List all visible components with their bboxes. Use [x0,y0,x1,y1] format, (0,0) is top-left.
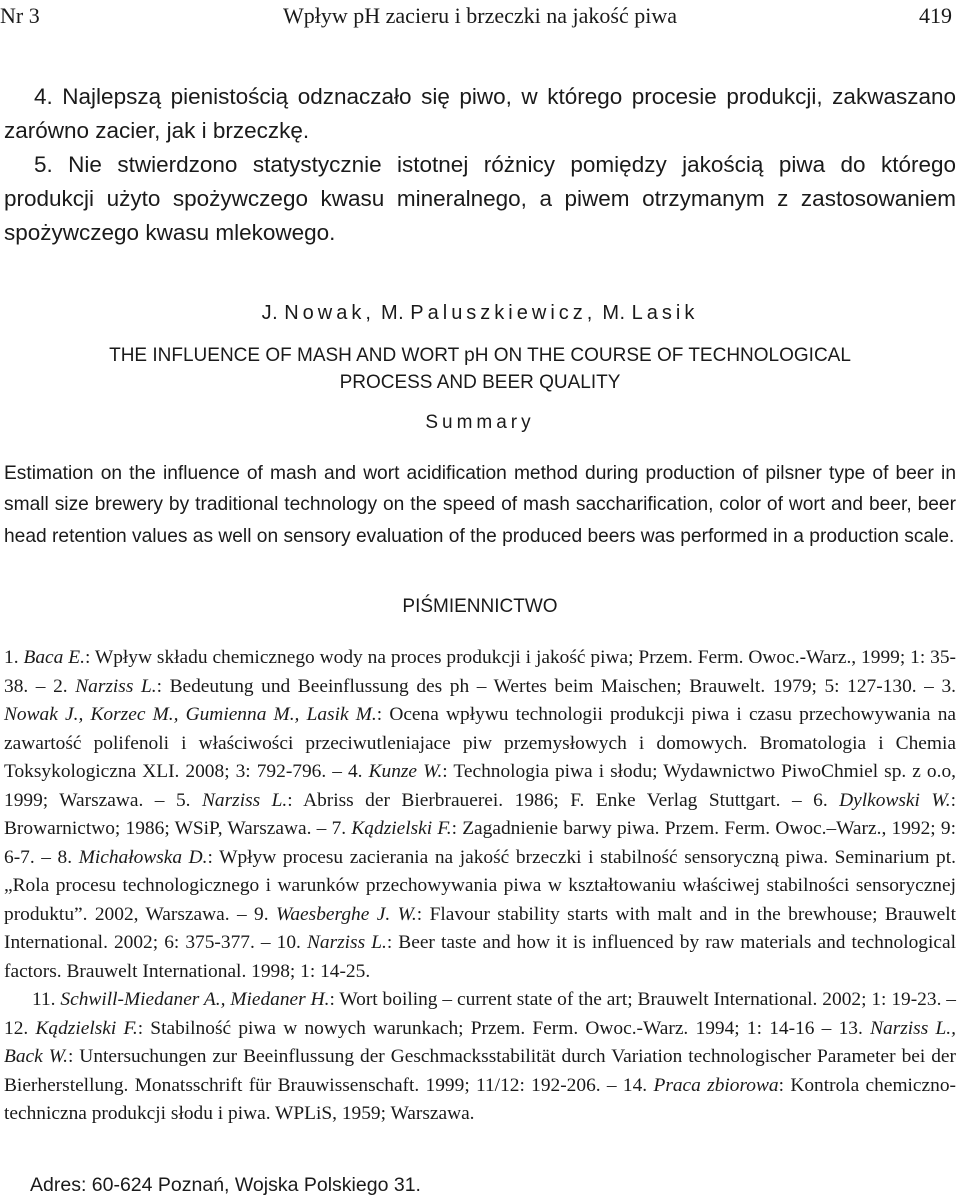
reference-text: : Kontrola chemiczno-techniczna produkcji słodu i piwa. WPLiS, 1959; Warszawa. [4,1074,956,1124]
reference-author: Praca zbiorowa [653,1074,779,1096]
author-3-name: Lasik [631,302,699,324]
author-address: Adres: 60-624 Poznań, Wojska Polskiego 31. [30,1174,421,1196]
reference-text: : Ocena wpływu technologii produkcji piwa i czasu przechowywania na zawartość polifenoli i właściwości przeciwutleniajace piw przemysłowych i domowych. Bromatologia i Chemia Toksykologiczna XLI. 2008; 3: 792-796. – 4. [4,704,957,782]
conclusion-5: 5. Nie stwierdzono statystycznie istotnej różnicy pomiędzy jakością piwa do którego produkcji użyto spożywczego kwasu mineralnego, a piwem otrzymanym z zastosowaniem spożywczego kwasu mlekowego. [4,152,956,245]
english-title [0,342,960,396]
reference-text: : Technologia piwa i słodu; Wydawnictwo PiwoChmiel sp. z o.o, 1999; Warszawa. – 5. [4,761,956,811]
issue-number: Nr 3 [0,3,40,28]
author-list [0,298,960,328]
summary [4,458,956,552]
reference-author: Schwill-Miedaner A., Miedaner H. [60,989,330,1010]
running-header [0,0,960,36]
conclusion-4: 4. Najlepszą pienistością odznaczało się piwo, w którego procesie produkcji, zakwaszano zarówno zacier, jak i brzeczkę. [4,84,956,143]
references [4,644,956,1129]
summary-heading: Summary [425,412,535,433]
conclusions [4,80,956,250]
reference-author: Narziss L. [75,675,157,697]
reference-author: Kunze W. [368,761,443,782]
reference-text: : Untersuchungen zur Beeinflussung der Geschmacksstabilität durch Variation technologischer Parameter bei der Bierherstellung. Monatsschrift für Brauwissenschaft. 1999; 11/12: 192-206. – 14. [4,1046,956,1096]
running-title: Wpływ pH zacieru i brzeczki na jakość piwa [283,3,677,28]
reference-author: Nowak J., Korzec M., Gumienna M., Lasik M. [4,704,377,725]
reference-text: 11. [32,989,61,1010]
reference-author: Kądzielski F. [35,1017,138,1039]
author-1-initial: J. [261,302,279,324]
reference-author: Waesberghe J. W. [275,903,417,925]
author-1-name: Nowak, [284,302,375,324]
reference-text: : Wpływ składu chemicznego wody na proces produkcji i jakość piwa; Przem. Ferm. Owoc.-Warz., 1999; 1: 35-38. – 2. [4,647,957,697]
reference-text: : Flavour stability starts with malt and in the brewhouse; Brauwelt International. 2002; 6: 375-377. – 10. [4,903,956,953]
reference-text: : Abriss der Bierbrauerei. 1986; F. Enke Verlag Stuttgart. – 6. [287,789,840,811]
reference-author: Narziss L. [306,932,387,953]
references-block-2 [4,986,956,1129]
summary-text: Estimation on the influence of mash and wort acidification method during production of pilsner type of beer in small size brewery by traditional technology on the speed of mash saccharification, color of wort and beer, beer head retention values as well on sensory evaluation of the produced beers was performed in a production scale. [4,463,956,547]
reference-text: : Stabilność piwa w nowych warunkach; Przem. Ferm. Owoc.-Warz. 1994; 1: 14-16 – 13. [137,1017,871,1039]
author-3-initial: M. [602,302,626,324]
reference-author: Michałowska D. [78,846,208,868]
author-2-initial: M. [381,302,405,324]
english-title-line-1: THE INFLUENCE OF MASH AND WORT pH ON THE COURSE OF TECHNOLOGICAL [109,345,851,366]
author-2-name: Paluszkiewicz, [410,302,597,324]
reference-author: Narziss L., Back W. [4,1017,956,1067]
english-title-line-2: PROCESS AND BEER QUALITY [339,372,621,393]
reference-author: Kądzielski F. [351,818,452,839]
reference-text: : Wort boiling – current state of the art; Brauwelt International. 2002; 1: 19-23. – 12. [4,989,956,1039]
reference-author: Baca E. [23,647,85,668]
reference-author: Narziss L. [201,789,288,811]
reference-author: Dylkowski W. [839,789,951,811]
reference-text: : Browarnictwo; 1986; WSiP, Warszawa. – 7. [4,789,956,839]
reference-text: 1. [4,647,24,668]
reference-text: : Zagadnienie barwy piwa. Przem. Ferm. Owoc.–Warz., 1992; 9: 6-7. – 8. [4,818,956,868]
reference-text: : Bedeutung und Beeinflussung des ph – Wertes beim Maischen; Brauwelt. 1979; 5: 127-130. – 3. [156,675,956,697]
page-number: 419 [919,3,952,28]
references-heading: PIŚMIENNICTWO [402,596,558,617]
reference-text: : Wpływ procesu zacierania na jakość brzeczki i stabilność sensoryczną piwa. Seminarium pt. „Rola procesu technologicznego i warunków przechowywania piwa w kształtowaniu właściwej stabilności sensorycznej produktu”. 2002, Warszawa. – 9. [4,846,956,925]
reference-text: : Beer taste and how it is influenced by raw materials and technological factors. Brauwelt International. 1998; 1: 14-25. [4,932,956,982]
references-block-1 [4,644,956,986]
